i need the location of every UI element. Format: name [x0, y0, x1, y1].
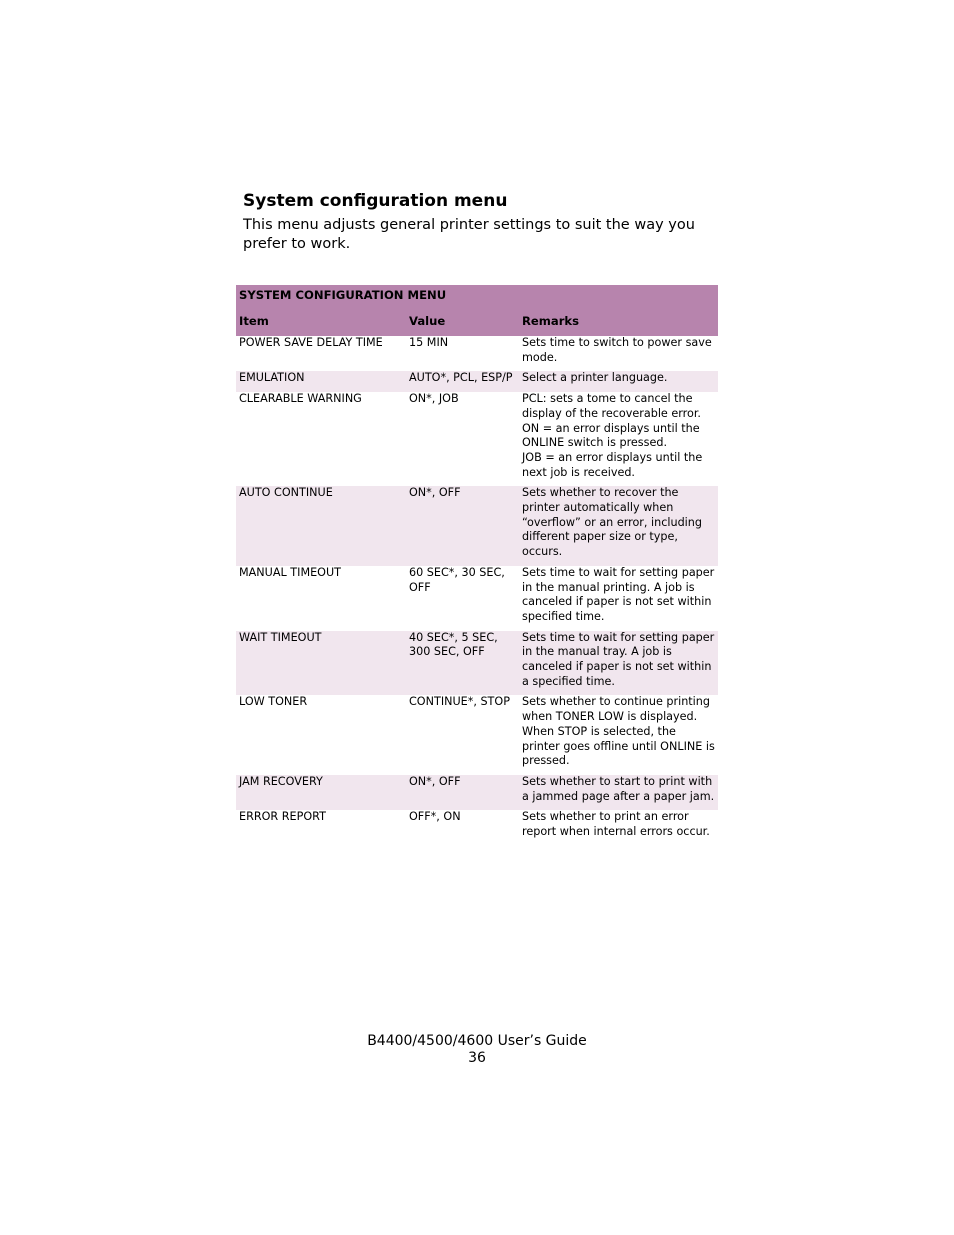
- table-title: SYSTEM CONFIGURATION MENU: [236, 285, 718, 310]
- intro-paragraph: This menu adjusts general printer settings to suit the way you prefer to work.: [243, 217, 695, 252]
- cell-value: OFF*, ON: [409, 810, 461, 824]
- cell-item: AUTO CONTINUE: [236, 486, 406, 566]
- remarks-line: Sets time to wait for setting paper in the manual printing. A job is canceled if paper is not set within specified time.: [522, 565, 715, 623]
- cell-value: ON*, JOB: [409, 392, 459, 406]
- cell-remarks: [519, 392, 718, 486]
- remarks-line: Sets time to wait for setting paper in the manual tray. A job is canceled if paper is not set within a specified time.: [522, 630, 715, 688]
- cell-item: WAIT TIMEOUT: [236, 631, 406, 696]
- page-footer: [0, 1033, 954, 1067]
- remarks-line: ON = an error displays until the ONLINE switch is pressed.: [522, 421, 700, 450]
- table-row: [236, 810, 718, 845]
- system-configuration-table: [236, 285, 718, 846]
- cell-remarks: [519, 371, 718, 392]
- remarks-line: Sets whether to continue printing when TONER LOW is displayed. When STOP is selected, the printer goes offline until ONLINE is pressed.: [522, 695, 715, 768]
- cell-remarks: [519, 775, 718, 810]
- cell-remarks: [519, 566, 718, 631]
- cell-value: 60 SEC*, 30 SEC, OFF: [409, 565, 505, 594]
- page-number: 36: [468, 1050, 486, 1066]
- table-row: [236, 486, 718, 566]
- cell-remarks: [519, 486, 718, 566]
- cell-item: JAM RECOVERY: [236, 775, 406, 810]
- cell-item: CLEARABLE WARNING: [239, 392, 362, 406]
- table-row: [236, 392, 718, 486]
- cell-remarks: [519, 810, 718, 845]
- remarks-line: Sets whether to print an error report when internal errors occur.: [522, 810, 710, 839]
- column-header-remarks: Remarks: [519, 310, 718, 336]
- cell-value: 40 SEC*, 5 SEC, 300 SEC, OFF: [406, 631, 519, 696]
- table-row: [236, 371, 718, 392]
- cell-item: ERROR REPORT: [239, 810, 326, 824]
- cell-value: ON*, OFF: [406, 775, 519, 810]
- remarks-line: Sets time to switch to power save mode.: [522, 336, 712, 364]
- column-header-item: Item: [236, 310, 406, 336]
- remarks-line: Select a printer language.: [522, 371, 668, 385]
- cell-value: CONTINUE*, STOP: [409, 695, 510, 709]
- cell-item: POWER SAVE DELAY TIME: [239, 336, 383, 349]
- cell-value: AUTO*, PCL, ESP/P: [406, 371, 519, 392]
- remarks-line: JOB = an error displays until the next job is received.: [522, 450, 703, 479]
- cell-item: EMULATION: [236, 371, 406, 392]
- remarks-line: PCL: sets a tome to cancel the display of the recoverable error.: [522, 392, 701, 420]
- guide-title: B4400/4500/4600 User’s Guide: [367, 1033, 587, 1049]
- cell-remarks: [519, 336, 718, 371]
- cell-value: ON*, OFF: [406, 486, 519, 566]
- remarks-line: Sets whether to start to print with a jammed page after a paper jam.: [522, 774, 715, 803]
- table-row: [236, 695, 718, 775]
- cell-remarks: [519, 695, 718, 775]
- table-row: [236, 336, 718, 371]
- remarks-line: Sets whether to recover the printer automatically when “overflow” or an error, including different paper size or type, occurs.: [522, 486, 702, 559]
- table-row: [236, 631, 718, 696]
- cell-item: MANUAL TIMEOUT: [239, 565, 341, 579]
- cell-remarks: [519, 631, 718, 696]
- table-row: [236, 775, 718, 810]
- cell-value: 15 MIN: [409, 336, 449, 349]
- section-title: System configuration menu: [243, 191, 508, 211]
- cell-item: LOW TONER: [239, 695, 308, 709]
- column-header-value: Value: [406, 310, 519, 336]
- table-row: [236, 566, 718, 631]
